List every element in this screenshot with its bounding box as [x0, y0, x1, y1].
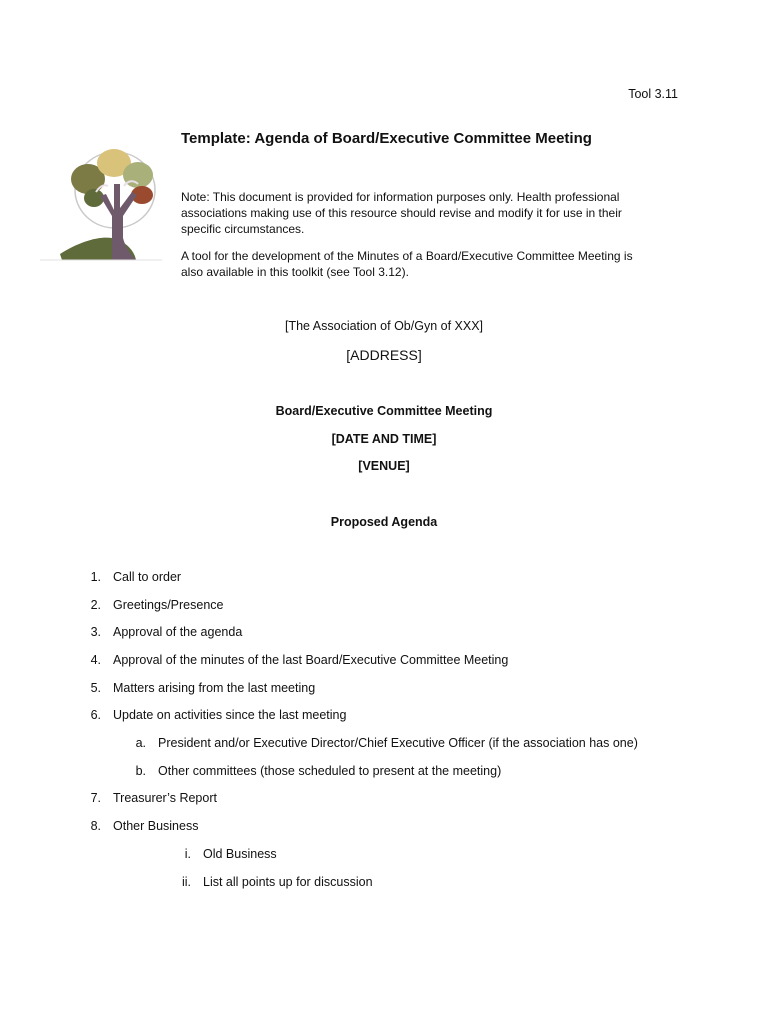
disclaimer-note: Note: This document is provided for information purposes only. Health professional associations making use of this resource should revise and modify it for use in their specific circumstances.	[181, 190, 622, 236]
agenda-subitem	[125, 736, 638, 750]
agenda-item	[80, 653, 508, 667]
agenda-item-number: 7.	[90, 791, 101, 805]
agenda-item-text: Treasurer’s Report	[113, 791, 217, 805]
agenda-item	[80, 708, 346, 722]
agenda-item	[80, 681, 315, 695]
association-name: [The Association of Ob/Gyn of XXX]	[284, 319, 484, 333]
agenda-subitem-numeral: ii.	[181, 875, 191, 889]
agenda-subitem-text: List all points up for discussion	[203, 875, 373, 889]
agenda-item-number: 2.	[90, 598, 101, 612]
agenda-item	[80, 570, 181, 584]
meeting-venue: [VENUE]	[358, 459, 410, 473]
agenda-item-number: 3.	[90, 625, 101, 639]
agenda-item	[80, 819, 198, 833]
association-address: [ADDRESS]	[346, 347, 422, 363]
agenda-item-number: 5.	[90, 681, 101, 695]
agenda-subitem-letter: b.	[135, 764, 146, 778]
agenda-subitem	[125, 764, 501, 778]
minutes-tool-note: A tool for the development of the Minutes of a Board/Executive Committee Meeting is also available in this toolkit (see Tool 3.12).	[181, 249, 633, 279]
agenda-subitem-text: President and/or Executive Director/Chief Executive Officer (if the association has one)	[158, 736, 638, 750]
agenda-item-text: Approval of the agenda	[113, 625, 243, 639]
agenda-item-number: 8.	[90, 819, 101, 833]
agenda-item-number: 1.	[90, 570, 101, 584]
tool-number: Tool 3.11	[628, 87, 678, 101]
agenda-subitem-text: Old Business	[203, 847, 277, 861]
tree-logo-icon	[40, 146, 162, 264]
proposed-agenda-heading: Proposed Agenda	[330, 515, 438, 529]
agenda-subitem	[170, 847, 277, 861]
agenda-subitem-letter: a.	[135, 736, 146, 750]
agenda-item-text: Other Business	[113, 819, 199, 833]
agenda-item-text: Approval of the minutes of the last Board/Executive Committee Meeting	[113, 653, 509, 667]
agenda-item	[80, 598, 223, 612]
meeting-date-time: [DATE AND TIME]	[331, 432, 437, 446]
agenda-subitem-text: Other committees (those scheduled to present at the meeting)	[158, 764, 502, 778]
document-title: Template: Agenda of Board/Executive Committee Meeting	[181, 130, 592, 147]
agenda-item-number: 6.	[90, 708, 101, 722]
agenda-item-text: Update on activities since the last meeting	[113, 708, 347, 722]
agenda-item-text: Greetings/Presence	[113, 598, 224, 612]
agenda-item	[80, 625, 242, 639]
agenda-subitem	[170, 875, 373, 889]
agenda-item	[80, 791, 217, 805]
agenda-item-text: Call to order	[113, 570, 182, 584]
agenda-item-number: 4.	[90, 653, 101, 667]
meeting-title: Board/Executive Committee Meeting	[275, 404, 493, 418]
agenda-item-text: Matters arising from the last meeting	[113, 681, 316, 695]
agenda-subitem-numeral: i.	[184, 847, 191, 861]
